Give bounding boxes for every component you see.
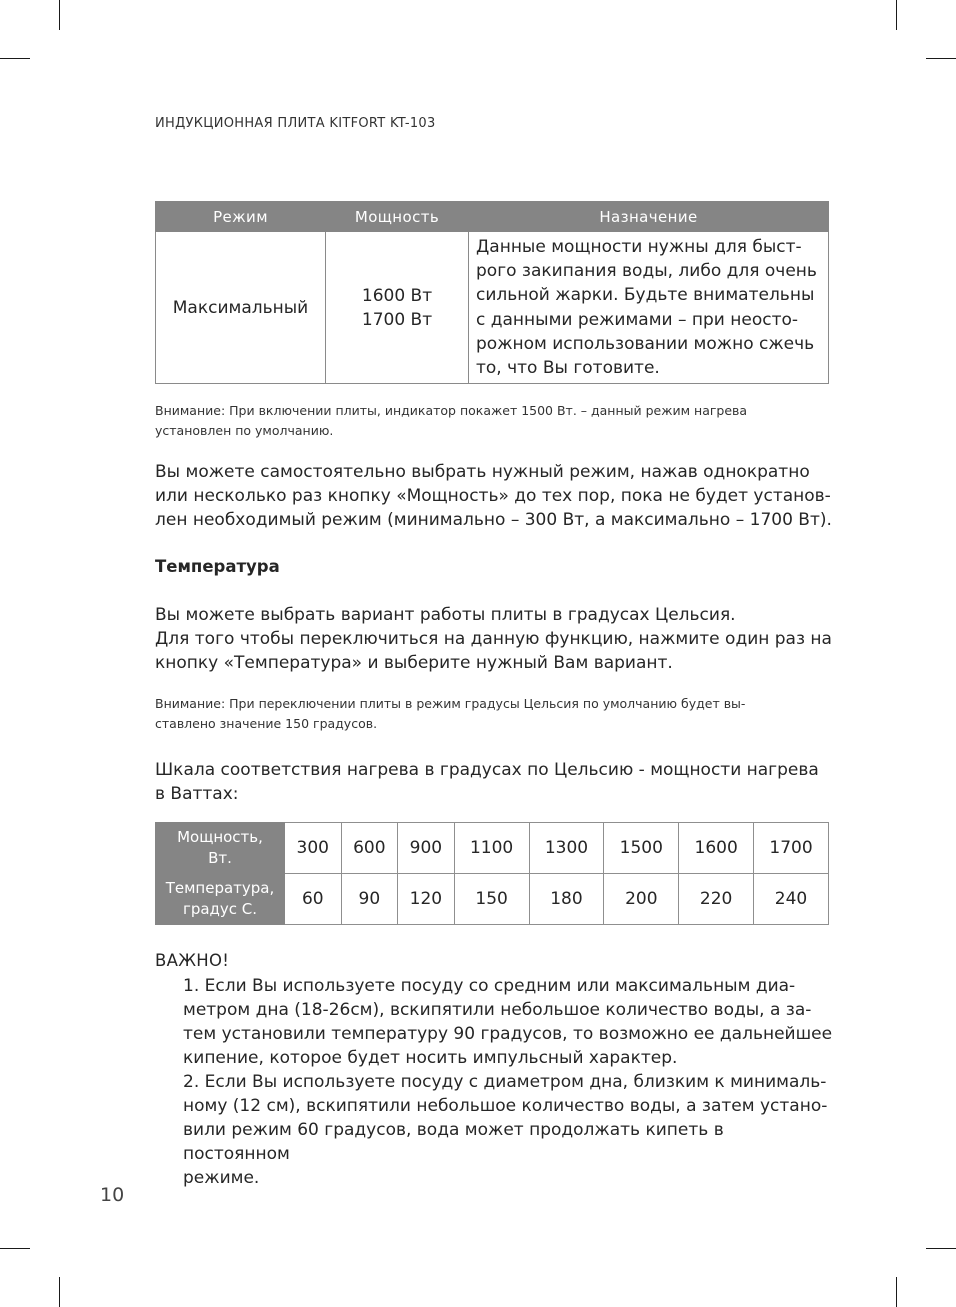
crop-mark-top-right [896, 0, 897, 30]
list-line: режиме. [183, 1168, 260, 1188]
scale-intro-paragraph [155, 758, 845, 806]
power-value-cell: 600 [341, 823, 398, 874]
power-cell [326, 232, 469, 384]
temperature-row-header [156, 874, 285, 925]
power-selection-paragraph [155, 460, 845, 532]
default-temperature-note [155, 694, 815, 733]
list-line: ному (12 см), вскипятили небольшое количество воды, а затем устано- [183, 1096, 828, 1116]
list-line: кипение, которое будет носить импульсный характер. [183, 1048, 678, 1068]
table-row [156, 232, 829, 384]
crop-mark-bottom-left-h [0, 1248, 30, 1249]
paragraph-line: Вы можете выбрать вариант работы плиты в градусах Цельсия. [155, 605, 736, 625]
power-value-cell: 1700 [754, 823, 829, 874]
column-header-purpose: Назначение [469, 202, 829, 232]
column-header-mode: Режим [156, 202, 326, 232]
note-line: Внимание: При включении плиты, индикатор покажет 1500 Вт. – данный режим нагрева [155, 403, 748, 418]
power-temperature-scale-table [155, 822, 829, 925]
power-value-cell: 1100 [454, 823, 529, 874]
temperature-paragraph [155, 603, 845, 675]
page-number: 10 [100, 1184, 125, 1206]
temperature-value-cell: 90 [341, 874, 398, 925]
crop-mark-bottom-right-h [926, 1248, 956, 1249]
paragraph-line: лен необходимый режим (минимально – 300 Вт, а максимально – 1700 Вт). [155, 510, 832, 530]
column-header-power: Мощность [326, 202, 469, 232]
power-value: 1600 Вт [361, 285, 433, 306]
temperature-value-cell: 200 [604, 874, 679, 925]
temperature-row [156, 874, 829, 925]
power-value: 1700 Вт [361, 309, 433, 330]
purpose-cell [469, 232, 829, 384]
purpose-line: сильной жарки. Будьте внимательны [476, 285, 815, 306]
power-row [156, 823, 829, 874]
row-header-line: Вт. [208, 849, 232, 867]
important-item-1 [183, 974, 833, 1070]
paragraph-line: в Ваттах: [155, 784, 239, 804]
row-header-line: градус С. [182, 900, 258, 918]
temperature-value-cell: 240 [754, 874, 829, 925]
list-line: метром дна (18-26см), вскипятили небольшое количество воды, а за- [183, 1000, 812, 1020]
temperature-heading: Температура [155, 557, 280, 576]
power-value-cell: 1500 [604, 823, 679, 874]
list-line: вили режим 60 градусов, вода может продолжать кипеть в постоянном [183, 1120, 724, 1164]
paragraph-line: Вы можете самостоятельно выбрать нужный режим, нажав однократно [155, 462, 810, 482]
crop-mark-top-left [59, 0, 60, 30]
power-mode-table [155, 201, 829, 384]
row-header-line: Температура, [165, 879, 275, 897]
power-value-cell: 1300 [529, 823, 604, 874]
important-heading: ВАЖНО! [155, 951, 230, 970]
power-value-cell: 1600 [679, 823, 754, 874]
power-row-header [156, 823, 285, 874]
purpose-line: рого закипания воды, либо для очень [476, 261, 817, 282]
note-line: Внимание: При переключении плиты в режим градусы Цельсия по умолчанию будет вы- [155, 696, 746, 711]
purpose-line: с данными режимами – при неосто- [476, 309, 799, 330]
important-item-2 [183, 1070, 833, 1190]
crop-mark-bottom-right [896, 1277, 897, 1307]
power-value-cell: 900 [398, 823, 455, 874]
crop-mark-top-right-h [926, 58, 956, 59]
temperature-value-cell: 120 [398, 874, 455, 925]
paragraph-line: или несколько раз кнопку «Мощность» до тех пор, пока не будет установ- [155, 486, 831, 506]
temperature-value-cell: 150 [454, 874, 529, 925]
temperature-value-cell: 180 [529, 874, 604, 925]
default-power-note [155, 401, 815, 440]
temperature-value-cell: 220 [679, 874, 754, 925]
paragraph-line: Шкала соответствия нагрева в градусах по Цельсию - мощности нагрева [155, 760, 819, 780]
purpose-line: то, что Вы готовите. [476, 358, 660, 379]
purpose-line: Данные мощности нужны для быст- [476, 237, 802, 257]
crop-mark-top-left-h [0, 58, 30, 59]
note-line: ставлено значение 150 градусов. [155, 715, 378, 731]
mode-cell: Максимальный [156, 232, 326, 384]
paragraph-line: Для того чтобы переключиться на данную функцию, нажмите один раз на [155, 629, 832, 649]
crop-mark-bottom-left [59, 1277, 60, 1307]
row-header-line: Мощность, [177, 828, 263, 846]
note-line: установлен по умолчанию. [155, 422, 334, 438]
temperature-value-cell: 60 [285, 874, 342, 925]
list-line: тем установили температуру 90 градусов, то возможно ее дальнейшее [183, 1024, 833, 1044]
running-header: ИНДУКЦИОННАЯ ПЛИТА KITFORT KT-103 [155, 116, 436, 131]
purpose-line: рожном использовании можно сжечь [476, 333, 815, 354]
table-header-row [156, 202, 829, 232]
list-line: 2. Если Вы используете посуду с диаметром дна, близким к минималь- [183, 1072, 827, 1092]
list-line: 1. Если Вы используете посуду со средним или максимальным диа- [183, 976, 796, 996]
paragraph-line: кнопку «Температура» и выберите нужный Вам вариант. [155, 653, 673, 673]
power-value-cell: 300 [285, 823, 342, 874]
